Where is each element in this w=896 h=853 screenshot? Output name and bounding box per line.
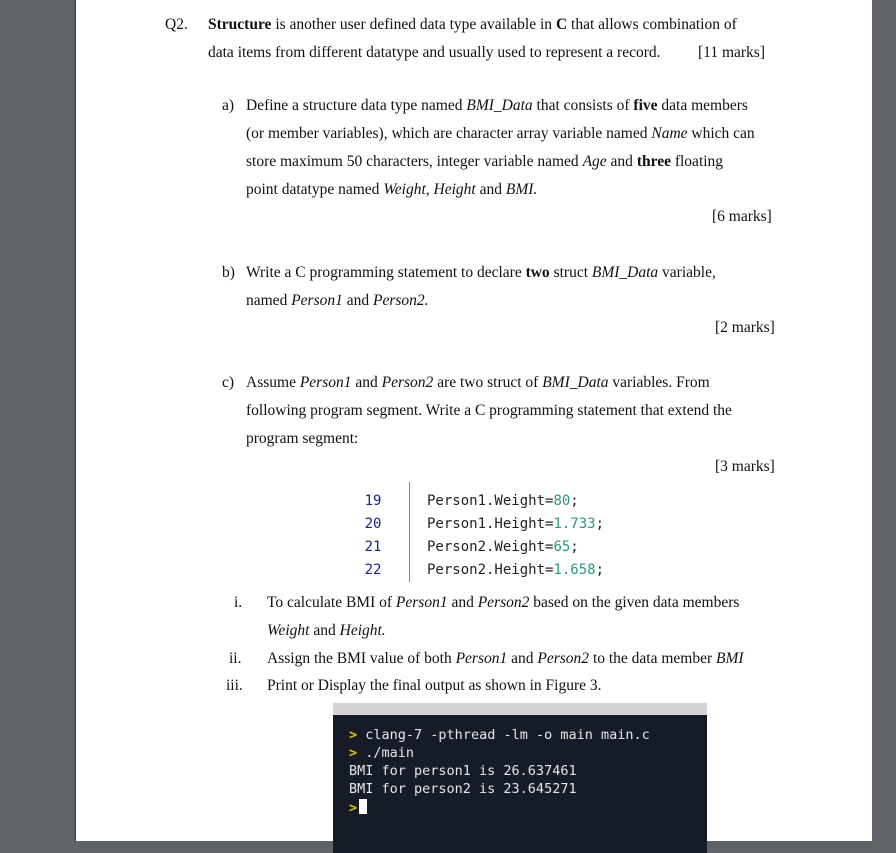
terminal-output-figure bbox=[333, 703, 707, 853]
prompt-icon: > bbox=[349, 727, 358, 743]
part-a-line1: Define a structure data type named BMI_Data that consists of five data members bbox=[246, 97, 748, 114]
part-c-line3: program segment: bbox=[246, 430, 359, 447]
question-intro-line2: data items from different datatype and usually used to represent a record. bbox=[208, 44, 661, 61]
question-number: Q2. bbox=[165, 16, 188, 33]
part-b-line2: named Person1 and Person2. bbox=[246, 292, 429, 309]
cursor-icon bbox=[359, 799, 367, 814]
question-marks: [11 marks] bbox=[698, 44, 766, 61]
part-c-marks: [3 marks] bbox=[715, 458, 775, 475]
part-c-line1: Assume Person1 and Person2 are two struct of BMI_Data variables. From bbox=[246, 374, 710, 391]
code-line: Person1.Height=1.733; bbox=[427, 516, 605, 532]
prompt-icon: > bbox=[349, 800, 358, 816]
code-line: Person1.Weight=80; bbox=[427, 493, 579, 509]
task-i-line2: Weight and Height. bbox=[267, 622, 386, 639]
terminal-output-line: BMI for person1 is 26.637461 bbox=[349, 763, 577, 779]
prompt-icon: > bbox=[349, 745, 358, 761]
part-c-label: c) bbox=[222, 374, 235, 391]
task-i-line1: To calculate BMI of Person1 and Person2 based on the given data members bbox=[267, 594, 740, 611]
task-ii-text: Assign the BMI value of both Person1 and Person2 to the data member BMI bbox=[267, 650, 744, 667]
code-line: Person2.Height=1.658; bbox=[427, 562, 605, 578]
part-b-marks: [2 marks] bbox=[715, 319, 775, 336]
part-a-line4: point datatype named Weight, Height and BMI. bbox=[246, 181, 538, 198]
part-a-line3: store maximum 50 characters, integer variable named Age and three floating bbox=[246, 153, 724, 170]
part-a-marks: [6 marks] bbox=[712, 208, 772, 225]
part-a-line2: (or member variables), which are character array variable named Name which can bbox=[246, 125, 755, 142]
terminal-command-line: > clang-7 -pthread -lm -o main main.c bbox=[349, 727, 650, 743]
terminal-output-line: BMI for person2 is 23.645271 bbox=[349, 781, 577, 797]
task-ii-label: ii. bbox=[229, 650, 242, 667]
terminal-prompt-line bbox=[349, 799, 367, 816]
page-edge bbox=[868, 0, 872, 841]
terminal-command-line: > ./main bbox=[349, 745, 415, 761]
task-i-label: i. bbox=[234, 594, 243, 611]
part-c-line2: following program segment. Write a C programming statement that extend the bbox=[246, 402, 732, 419]
code-line-number: 21 bbox=[364, 539, 382, 555]
code-gutter-separator bbox=[409, 482, 410, 582]
part-a-label: a) bbox=[222, 97, 235, 114]
question-intro-line1: Structure is another user defined data type available in C that allows combination of bbox=[208, 16, 737, 33]
code-line-number: 20 bbox=[364, 516, 382, 532]
part-b-line1: Write a C programming statement to declare two struct BMI_Data variable, bbox=[246, 264, 716, 281]
code-line-number: 19 bbox=[364, 493, 382, 509]
part-b-label: b) bbox=[222, 264, 235, 281]
code-line: Person2.Weight=65; bbox=[427, 539, 579, 555]
task-iii-label: iii. bbox=[226, 677, 243, 694]
code-line-number: 22 bbox=[364, 562, 382, 578]
task-iii-text: Print or Display the final output as shown in Figure 3. bbox=[267, 677, 602, 694]
